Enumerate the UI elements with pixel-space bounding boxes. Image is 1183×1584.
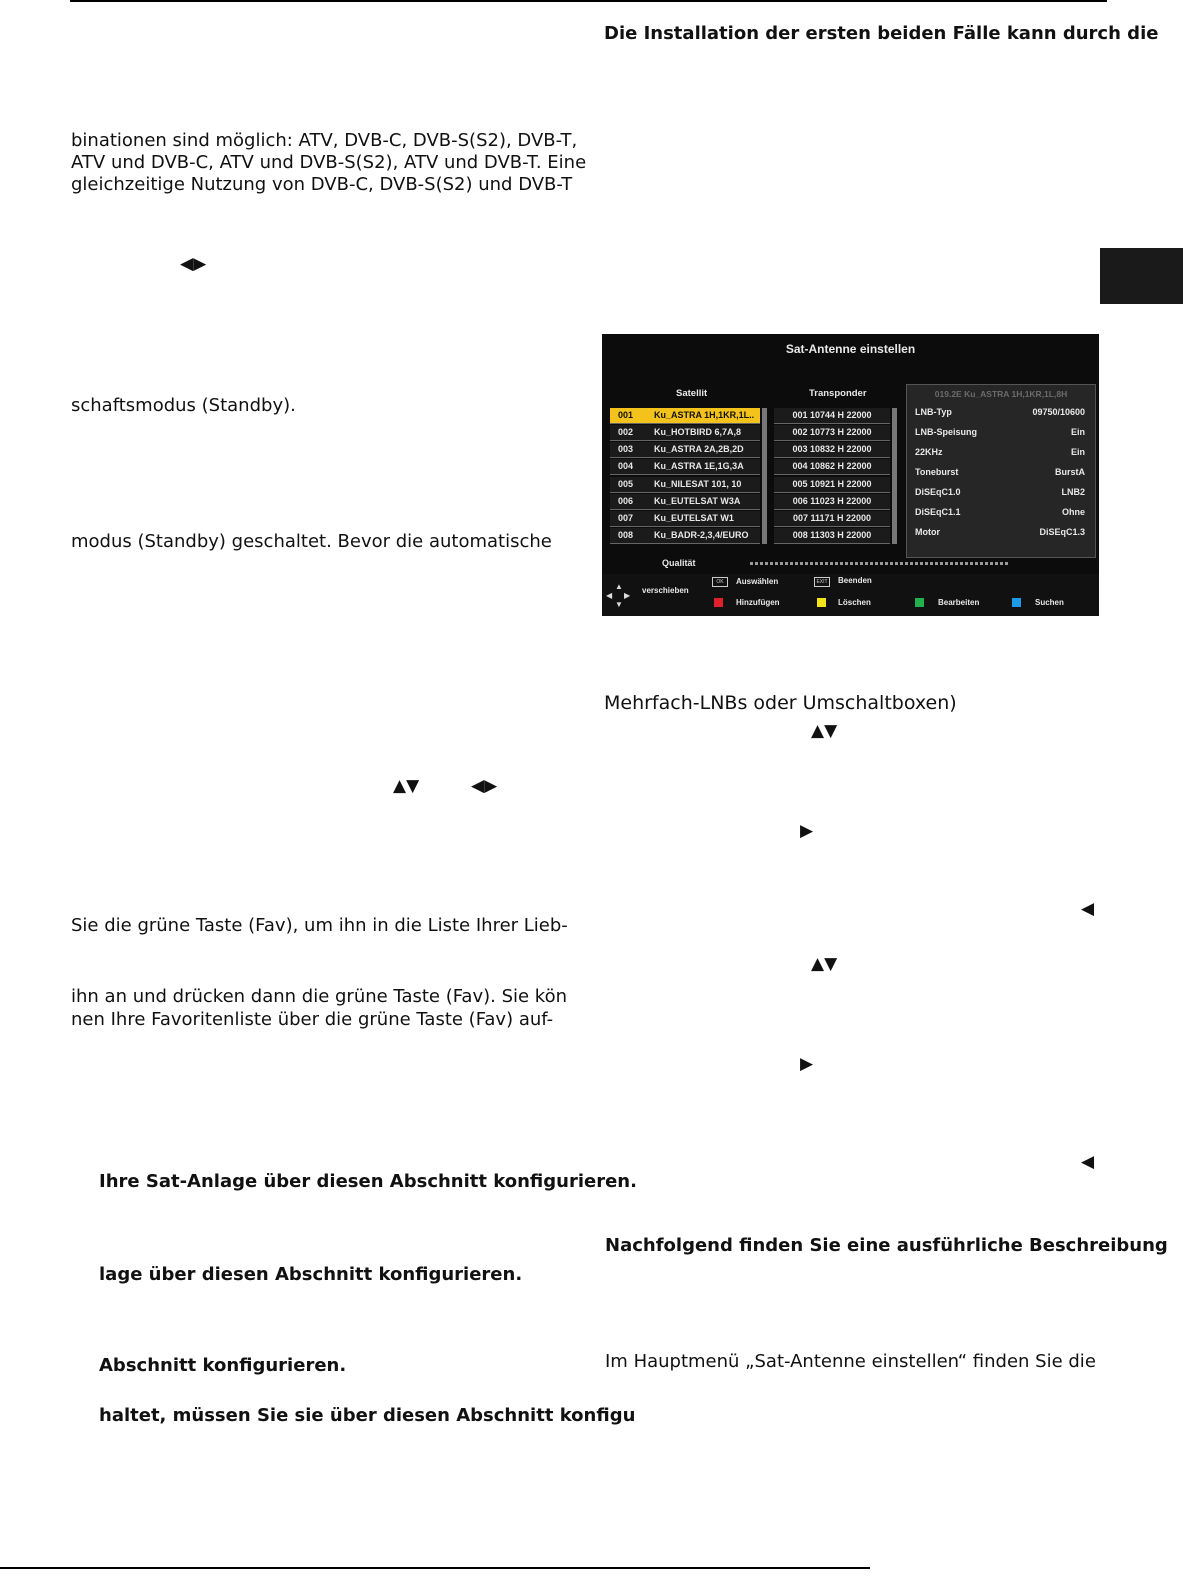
- right-heading: Die Installation der ersten beiden Fälle kann durch die: [604, 23, 1159, 44]
- left-paragraph-1-line-3: gleichzeitige Nutzung von DVB-C, DVB-S(S2) und DVB-T: [71, 174, 573, 195]
- left-right-arrows-icon-2: ◀▶: [471, 776, 498, 796]
- tv-quality-label: Qualität: [662, 558, 696, 568]
- bottom-rule: [0, 1567, 870, 1569]
- bold-line-4: haltet, müssen Sie sie über diesen Abschnitt konfigu: [99, 1405, 636, 1426]
- up-down-arrows-icon: ▲▼: [811, 954, 838, 974]
- tv-lnb-settings-panel: 019.2E Ku_ASTRA 1H,1KR,1L,8H LNB-Typ 09750/10600 LNB-Speisung Ein 22KHz Ein Toneburst BurstA DiSEqC1.0 LNB2 DiSEqC1.1 Ohne Motor DiSEqC1.3: [906, 384, 1096, 558]
- tv-col-satellit: Satellit: [676, 388, 708, 399]
- tv-transponder-row[interactable]: 005 10921 H 22000: [774, 477, 890, 493]
- right-arrow-icon: ▶: [800, 1054, 814, 1074]
- tv-legend-select: Auswählen: [736, 577, 779, 586]
- tv-legend-delete: Löschen: [838, 598, 871, 607]
- tv-satellite-row[interactable]: 001 Ku_ASTRA 1H,1KR,1L..: [610, 408, 760, 424]
- yellow-key-icon: [817, 598, 826, 607]
- tv-satellite-row[interactable]: 002 Ku_HOTBIRD 6,7A,8: [610, 425, 760, 441]
- chapter-tab: [1100, 248, 1183, 304]
- tv-transponder-row[interactable]: 003 10832 H 22000: [774, 442, 890, 458]
- blue-key-icon: [1012, 598, 1021, 607]
- red-key-icon: [714, 598, 723, 607]
- exit-key-icon: EXIT: [814, 577, 830, 587]
- tv-transponder-row[interactable]: 007 11171 H 22000: [774, 511, 890, 527]
- tv-panel-header: 019.2E Ku_ASTRA 1H,1KR,1L,8H: [934, 389, 1068, 399]
- right-arrow-icon: ▶: [800, 821, 814, 841]
- left-paragraph-5-line-2: nen Ihre Favoritenliste über die grüne Taste (Fav) auf-: [71, 1009, 554, 1030]
- right-paragraph-1: Mehrfach-LNBs oder Umschaltboxen): [604, 692, 957, 714]
- left-right-arrows-icon: ◀▶: [180, 254, 207, 274]
- tv-satellite-row[interactable]: 003 Ku_ASTRA 2A,2B,2D: [610, 442, 760, 458]
- right-paragraph-2: Im Hauptmenü „Sat-Antenne einstellen“ finden Sie die: [605, 1351, 1096, 1372]
- bold-line-2: lage über diesen Abschnitt konfigurieren.: [99, 1264, 523, 1285]
- left-paragraph-4: Sie die grüne Taste (Fav), um ihn in die Liste Ihrer Lieb-: [71, 915, 568, 936]
- right-heading-2: Nachfolgend finden Sie eine ausführliche Beschreibung: [605, 1235, 1168, 1256]
- tv-satellite-scrollbar[interactable]: [762, 408, 767, 544]
- tv-legend-edit: Bearbeiten: [938, 598, 980, 607]
- tv-legend-search: Suchen: [1035, 598, 1064, 607]
- tv-transponder-row[interactable]: 002 10773 H 22000: [774, 425, 890, 441]
- left-paragraph-1-line-2: ATV und DVB-C, ATV und DVB-S(S2), ATV und DVB-T. Eine: [71, 152, 587, 173]
- tv-satellite-row[interactable]: 005 Ku_NILESAT 101, 10: [610, 477, 760, 493]
- tv-satellite-row[interactable]: 006 Ku_EUTELSAT W3A: [610, 494, 760, 510]
- tv-legend-add: Hinzufügen: [736, 598, 780, 607]
- top-rule: [70, 0, 1107, 2]
- tv-satellite-row[interactable]: 008 Ku_BADR-2,3,4/EURO: [610, 528, 760, 544]
- tv-transponder-row[interactable]: 008 11303 H 22000: [774, 528, 890, 544]
- tv-transponder-row[interactable]: 001 10744 H 22000: [774, 408, 890, 424]
- tv-col-transponder: Transponder: [809, 388, 867, 399]
- up-down-arrows-icon: ▲▼: [811, 721, 838, 741]
- tv-transponder-row[interactable]: 004 10862 H 22000: [774, 459, 890, 475]
- tv-screenshot: [602, 334, 1099, 616]
- tv-satellite-row[interactable]: 007 Ku_EUTELSAT W1: [610, 511, 760, 527]
- tv-legend-exit: Beenden: [838, 576, 872, 585]
- tv-satellite-row[interactable]: 004 Ku_ASTRA 1E,1G,3A: [610, 459, 760, 475]
- bold-line-1: Ihre Sat-Anlage über diesen Abschnitt konfigurieren.: [99, 1171, 637, 1192]
- tv-transponder-row[interactable]: 006 11023 H 22000: [774, 494, 890, 510]
- dpad-icon: ▲ ◀ ▶ ▼: [606, 582, 631, 609]
- left-paragraph-3: modus (Standby) geschaltet. Bevor die automatische: [71, 531, 552, 552]
- left-arrow-icon: ◀: [1081, 1152, 1095, 1172]
- bold-line-3: Abschnitt konfigurieren.: [99, 1355, 347, 1376]
- tv-menu-title: Sat-Antenne einstellen: [785, 342, 916, 356]
- ok-key-icon: OK: [712, 577, 728, 587]
- left-paragraph-2: schaftsmodus (Standby).: [71, 395, 296, 416]
- tv-legend-move: verschieben: [642, 586, 689, 595]
- tv-quality-bar: [750, 562, 1010, 565]
- left-arrow-icon: ◀: [1081, 899, 1095, 919]
- left-paragraph-5-line-1: ihn an und drücken dann die grüne Taste (Fav). Sie kön: [71, 986, 568, 1007]
- tv-transponder-scrollbar[interactable]: [892, 408, 897, 544]
- left-paragraph-1-line-1: binationen sind möglich: ATV, DVB-C, DVB-S(S2), DVB-T,: [71, 130, 578, 151]
- green-key-icon: [915, 598, 924, 607]
- up-down-arrows-icon: ▲▼: [393, 776, 420, 796]
